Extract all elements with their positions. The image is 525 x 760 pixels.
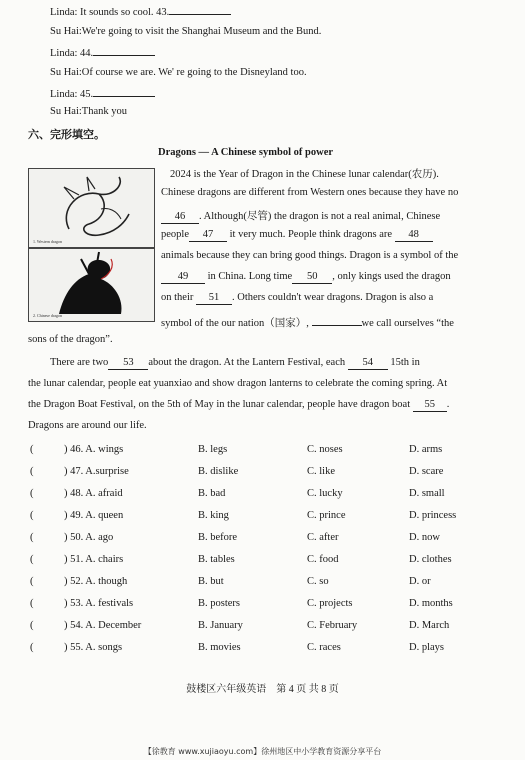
option-d[interactable]: D. small: [409, 488, 445, 499]
passage-line: Dragons are around our life.: [28, 420, 147, 431]
dialogue-line: Linda: 44.: [50, 46, 155, 59]
dialogue-line: Linda: It sounds so cool. 43.: [50, 5, 231, 18]
blank-49[interactable]: 49: [161, 271, 205, 284]
dragon-silhouette-icon: [29, 249, 154, 321]
dialogue-line: Su Hai:We're going to visit the Shanghai Museum and the Bund.: [50, 26, 322, 37]
answer-blank[interactable]: [93, 46, 155, 56]
answer-blank[interactable]: [93, 87, 155, 97]
option-c[interactable]: C. projects: [307, 598, 353, 609]
option-c[interactable]: C. races: [307, 642, 341, 653]
image-caption: 2. Chinese dragon: [33, 313, 62, 318]
source-banner: 【徐教育 www.xujiaoyu.com】徐州地区中小学教育资源分享平台: [143, 747, 382, 756]
answer-paren-open[interactable]: (: [30, 466, 34, 477]
answer-paren-open[interactable]: (: [30, 510, 34, 521]
option-a[interactable]: ) 53. A. festivals: [64, 598, 134, 609]
option-b[interactable]: B. movies: [198, 642, 241, 653]
blank-46[interactable]: 46: [161, 211, 199, 224]
option-a[interactable]: ) 46. A. wings: [64, 444, 124, 455]
blank-51[interactable]: 51: [196, 292, 232, 305]
option-d[interactable]: D. now: [409, 532, 440, 543]
option-c[interactable]: C. February: [307, 620, 358, 631]
option-c[interactable]: C. prince: [307, 510, 346, 521]
option-b[interactable]: B. before: [198, 532, 238, 543]
option-d[interactable]: D. months: [409, 598, 453, 609]
option-a[interactable]: ) 54. A. December: [64, 620, 142, 631]
passage-line: people 47 it very much. People think dragons are 48: [161, 229, 433, 242]
option-c[interactable]: C. so: [307, 576, 329, 587]
passage-line: There are two 53 about the dragon. At the Lantern Festival, each 54 15th in: [50, 357, 420, 368]
option-a[interactable]: ) 47. A.surprise: [64, 466, 129, 477]
option-a[interactable]: ) 49. A. queen: [64, 510, 124, 521]
answer-paren-open[interactable]: (: [30, 554, 34, 565]
option-b[interactable]: B. legs: [198, 444, 228, 455]
passage-line: the Dragon Boat Festival, on the 5th of May in the lunar calendar, people have dragon boat 55 .: [28, 399, 450, 410]
option-a[interactable]: ) 52. A. though: [64, 576, 128, 587]
blank-53[interactable]: 53: [108, 357, 148, 370]
dialogue-line: Su Hai:Thank you: [50, 106, 127, 117]
option-d[interactable]: D. arms: [409, 444, 443, 455]
option-b[interactable]: B. bad: [198, 488, 226, 499]
answer-paren-open[interactable]: (: [30, 444, 34, 455]
passage-line: sons of the dragon”.: [28, 334, 113, 345]
passage-line: animals because they can bring good things. Dragon is a symbol of the: [161, 250, 459, 261]
blank-48[interactable]: 48: [395, 229, 433, 242]
answer-paren-open[interactable]: (: [30, 620, 34, 631]
passage-line: on their 51 . Others couldn't wear dragons. Dragon is also a: [161, 292, 434, 303]
passage-line: 2024 is the Year of Dragon in the Chinese lunar calendar(农历).: [170, 169, 439, 180]
passage-title: Dragons — A Chinese symbol of power: [158, 147, 334, 158]
blank-52[interactable]: [312, 313, 362, 326]
answer-paren-open[interactable]: (: [30, 532, 34, 543]
option-d[interactable]: D. March: [409, 620, 450, 631]
section-heading: 六、完形填空。: [28, 129, 105, 141]
passage-line: the lunar calendar, people eat yuanxiao and show dragon lanterns to celebrate the coming spring. At: [28, 378, 448, 389]
option-b[interactable]: B. tables: [198, 554, 235, 565]
option-b[interactable]: B. dislike: [198, 466, 239, 477]
dialogue-line: Linda: 45.: [50, 87, 155, 100]
option-d[interactable]: D. princess: [409, 510, 457, 521]
answer-paren-open[interactable]: (: [30, 598, 34, 609]
option-b[interactable]: B. January: [198, 620, 243, 631]
option-c[interactable]: C. after: [307, 532, 339, 543]
option-d[interactable]: D. or: [409, 576, 431, 587]
western-dragon-image: [28, 168, 155, 248]
answer-paren-open[interactable]: (: [30, 488, 34, 499]
option-d[interactable]: D. clothes: [409, 554, 452, 565]
passage-line: 46 . Although(尽管) the dragon is not a real animal, Chinese: [161, 208, 440, 224]
blank-55[interactable]: 55: [413, 399, 447, 412]
dragon-illustration-icon: [29, 169, 154, 247]
page-footer: 鼓楼区六年级英语 第 4 页 共 8 页: [186, 684, 339, 695]
passage-line: symbol of the our nation（国家）, we call ourselves “the: [161, 313, 454, 330]
option-b[interactable]: B. but: [198, 576, 224, 587]
dialogue-line: Su Hai:Of course we are. We' re going to the Disneyland too.: [50, 67, 307, 78]
option-c[interactable]: C. lucky: [307, 488, 343, 499]
blank-50[interactable]: 50: [292, 271, 332, 284]
answer-paren-open[interactable]: (: [30, 642, 34, 653]
option-b[interactable]: B. posters: [198, 598, 240, 609]
blank-54[interactable]: 54: [348, 357, 388, 370]
answer-blank[interactable]: [169, 5, 231, 15]
chinese-dragon-image: [28, 248, 155, 322]
option-c[interactable]: C. food: [307, 554, 339, 565]
option-a[interactable]: ) 55. A. songs: [64, 642, 123, 653]
option-d[interactable]: D. scare: [409, 466, 444, 477]
option-a[interactable]: ) 48. A. afraid: [64, 488, 123, 499]
passage-line: 49 in China. Long time 50 , only kings used the dragon: [161, 271, 451, 284]
blank-47[interactable]: 47: [189, 229, 227, 242]
option-c[interactable]: C. noses: [307, 444, 343, 455]
image-caption: 1. Western dragon: [33, 239, 63, 244]
option-b[interactable]: B. king: [198, 510, 229, 521]
option-a[interactable]: ) 50. A. ago: [64, 532, 114, 543]
answer-paren-open[interactable]: (: [30, 576, 34, 587]
option-c[interactable]: C. like: [307, 466, 335, 477]
passage-line: Chinese dragons are different from Western ones because they have no: [161, 187, 459, 198]
option-d[interactable]: D. plays: [409, 642, 444, 653]
option-a[interactable]: ) 51. A. chairs: [64, 554, 124, 565]
